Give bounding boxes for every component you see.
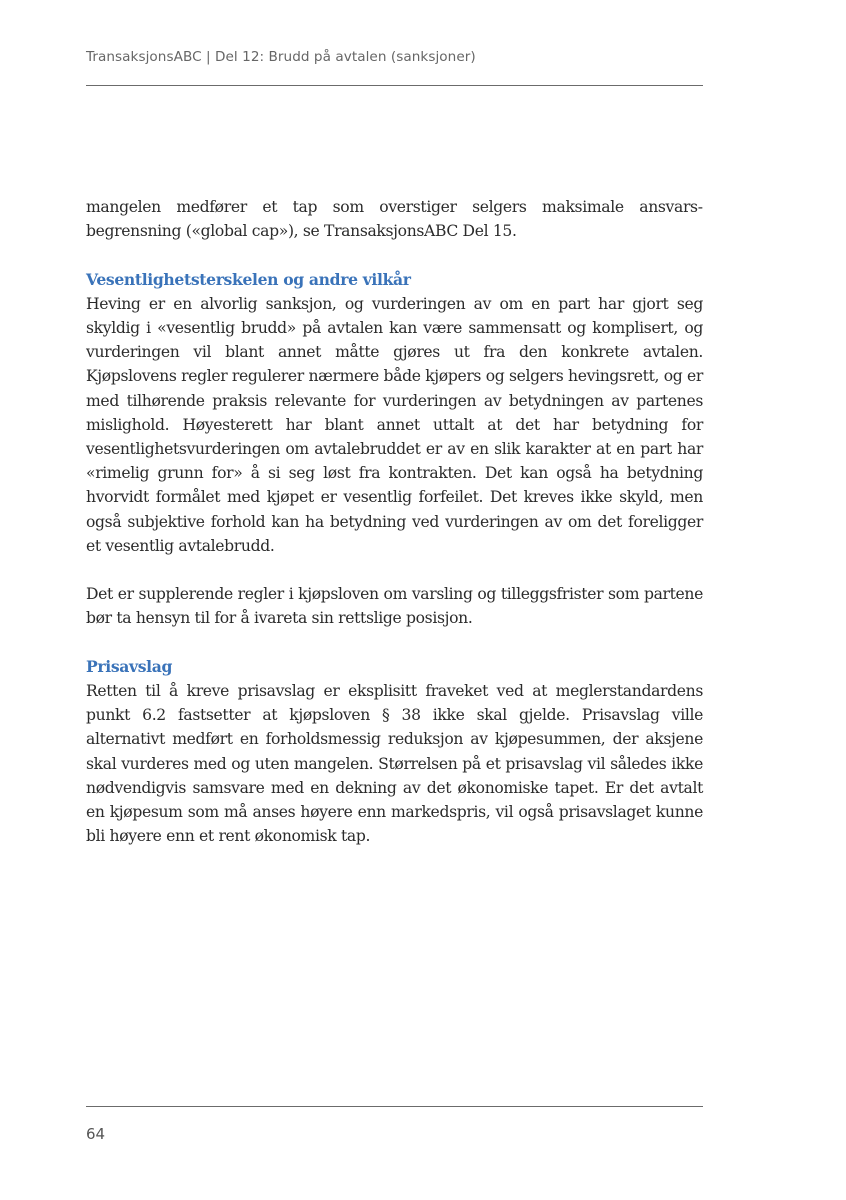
intro-paragraph: mangelen medfører et tap som overstiger selgers maksimale ansvarsbegrensning («global cap»), se TransaksjonsABC Del 15. [86,198,703,241]
section-heading-prisavslag: Prisavslag [86,656,173,676]
page-number: 64 [86,1125,106,1143]
running-header: TransaksjonsABC | Del 12: Brudd på avtalen (sanksjoner) [86,49,476,65]
footer-divider [86,1106,703,1107]
section-1-paragraph-2: Det er supplerende regler i kjøpsloven om varsling og tilleggsfrister som partene bør ta hensyn til for å ivareta sin rettslige posisjon. [86,585,703,628]
section-2-paragraph-1: Retten til å kreve prisavslag er eksplisitt fraveket ved at meglerstandardens punkt 6.2 fastsetter at kjøpsloven § 38 ikke skal gjelde. Prisavslag ville alternativt medført en forholdsmessig reduksjon av kjøpesummen, der aksjene skal vurderes med og uten mangelen. Størrelsen på et prisavslag vil således ikke nødvendigvis samsvare med en dekning av det økonomiske tapet. Er det avtalt en kjøpesum som må anses høyere enn markedspris, vil også prisavslaget kunne bli høyere enn et rent økonomisk tap. [86,682,703,846]
header-divider [86,85,703,86]
page-body [86,195,703,848]
section-heading-vesentlighet: Vesentlighetsterskelen og andre vilkår [86,269,411,289]
section-1-paragraph-1: Heving er en alvorlig sanksjon, og vurderingen av om en part har gjort seg skyldig i «vesentlig brudd» på avtalen kan være sammensatt og komplisert, og vurderingen vil blant annet måtte gjøres ut fra den konkrete avtalen. Kjøpslovens regler regulerer nærmere både kjøpers og selgers hevingsrett, og er med tilhørende praksis relevante for vurderingen av betydningen av partenes mislighold. Høyesterett har blant annet uttalt at det har betydning for vesentlighetsvurderingen om avtalebruddet er av en slik karakter at en part har «rimelig grunn for» å si seg løst fra kontrakten. Det kan også ha betydning hvorvidt formålet med kjøpet er vesentlig forfeilet. Det kreves ikke skyld, men også subjektive forhold kan ha betydning ved vurderingen av om det foreligger et vesentlig avtalebrudd. [86,294,703,555]
